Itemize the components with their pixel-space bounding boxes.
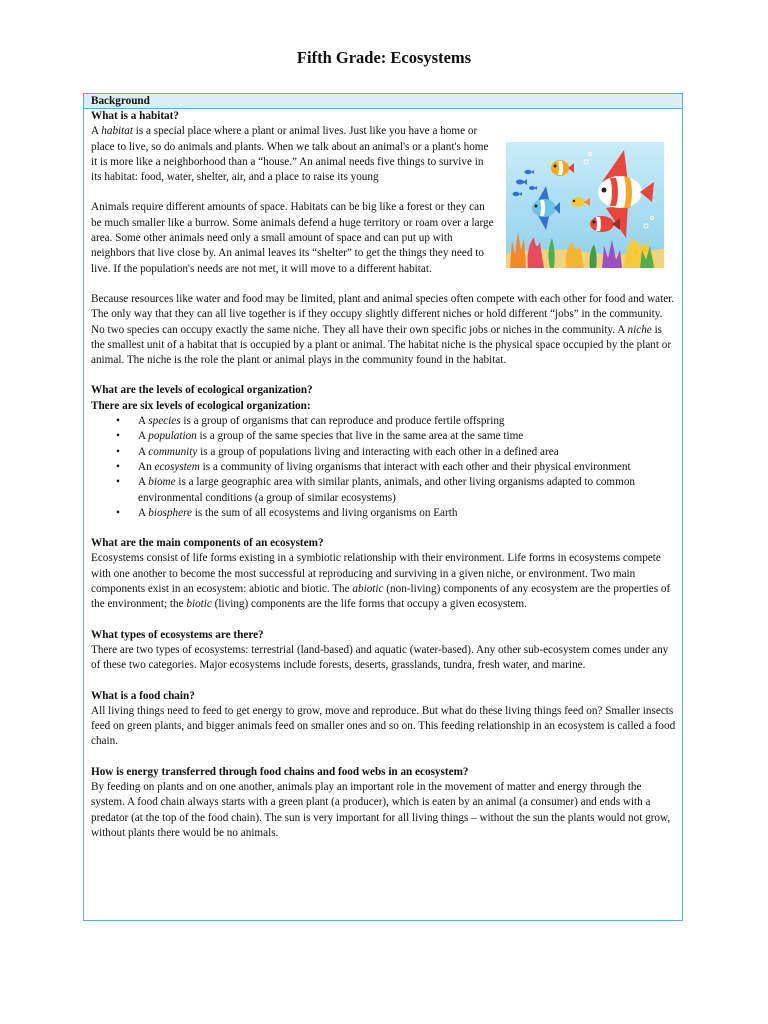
energy-body: By feeding on plants and on one another, animals play an important role in the movement of matter and energy through the system. A food chain always starts with a green plant (a producer), which is eaten by an animal (a consumer) and ends with a predator (at the top of the food chain). The sun is very important for all living things – without the sun the plants would not grow, without plants there would be no animals. [91, 780, 671, 839]
list-item-ecosystem: • An ecosystem is a community of living organisms that interact with each other and their physical environment [138, 460, 676, 475]
energy-question: How is energy transferred through food chains and food webs in an ecosystem? [91, 765, 469, 778]
levels-list [91, 414, 676, 521]
habitat-paragraph-3: Because resources like water and food may be limited, plant and animal species often compete with each other for food and water. The only way that they can all live together is if they occupy slightly different niches or hold different “jobs” in the community. No two species can occupy exactly the same niche. They all have their own specific jobs or niches in the community. A niche is the smallest unit of a habitat that is occupied by a plant or animal. The habitat niche is the physical space occupied by the plant or animal. The niche is the role the plant or animal plays in the community found in the habitat. [91, 292, 675, 367]
habitat-paragraph-2: Animals require different amounts of space. Habitats can be big like a forest or they can be much smaller like a burrow. Some animals defend a huge territory or roam over a large area. Some other animals need only a small amount of space and can put up with neighbors that live close by. An animal leaves its “shelter” to get the things they need to live. If the population's needs are not met, it will move to a different habitat. [91, 201, 494, 275]
italic-term: population [148, 430, 197, 443]
habitat-question: What is a habitat? [91, 110, 179, 122]
types-question: What types of ecosystems are there? [91, 628, 264, 641]
italic-term: species [148, 415, 181, 428]
levels-subquestion: There are six levels of ecological organization: [91, 399, 311, 412]
list-item-community: • A community is a group of populations living and interacting with each other in a defined area [138, 445, 676, 460]
italic-term: habitat [101, 125, 133, 138]
italic-term: abiotic [352, 583, 384, 596]
italic-term: niche [627, 323, 652, 336]
food-chain-question: What is a food chain? [91, 689, 195, 702]
italic-term: biome [148, 476, 176, 489]
types-body: There are two types of ecosystems: terrestrial (land-based) and aquatic (water-based). Any other sub-ecosystem comes under any of these two categories. Major ecosystems include forests, deserts, grasslands, tundra, fresh water, and marine. [91, 643, 669, 672]
page-title: Fifth Grade: Ecosystems [296, 48, 472, 67]
components-body: Ecosystems consist of life forms existing in a symbiotic relationship with their environment. Life forms in ecosystems compete with one another to become the most successful at reproducing and surviving in a given niche, or environment. Two main components exist in an ecosystem: abiotic and biotic. The abiotic (non-living) components of any ecosystem are the properties of the environment; the biotic (living) components are the life forms that occupy a given ecosystem. [91, 552, 671, 611]
food-chain-body: All living things need to feed to get energy to grow, move and reproduce. But what do these living things feed on? Smaller insects feed on green plants, and bigger animals feed on smaller ones and so on. This feeding relationship in an ecosystem is called a food chain. [91, 704, 676, 748]
italic-term: biotic [186, 598, 212, 611]
italic-term: ecosystem [154, 460, 200, 473]
list-item-population: • A population is a group of the same species that live in the same area at the same time [138, 429, 676, 444]
background-content [84, 109, 682, 841]
components-question: What are the main components of an ecosystem? [91, 537, 324, 550]
habitat-paragraph-1: A habitat is a special place where a plant or animal lives. Just like you have a home or place to live, so do animals and plants. When we talk about an animal's or a plant's home it is more like a neighborhood than a “house.” An animal needs five things to survive in its habitat: food, water, shelter, air, and a place to raise its young [91, 125, 489, 184]
aquarium-fish-illustration [506, 142, 664, 268]
italic-term: biosphere [148, 506, 192, 519]
list-item-biome: • A biome is a large geographic area with similar plants, animals, and other living organisms adapted to common environmental conditions (a group of similar ecosystems) [138, 475, 676, 506]
background-header: Background [84, 94, 682, 109]
background-box [83, 93, 683, 921]
list-item-biosphere: • A biosphere is the sum of all ecosystems and living organisms on Earth [138, 506, 676, 521]
list-item-species: • A species is a group of organisms that can reproduce and produce fertile offspring [138, 414, 676, 429]
italic-term: community [148, 445, 198, 458]
levels-question: What are the levels of ecological organization? [91, 384, 313, 397]
